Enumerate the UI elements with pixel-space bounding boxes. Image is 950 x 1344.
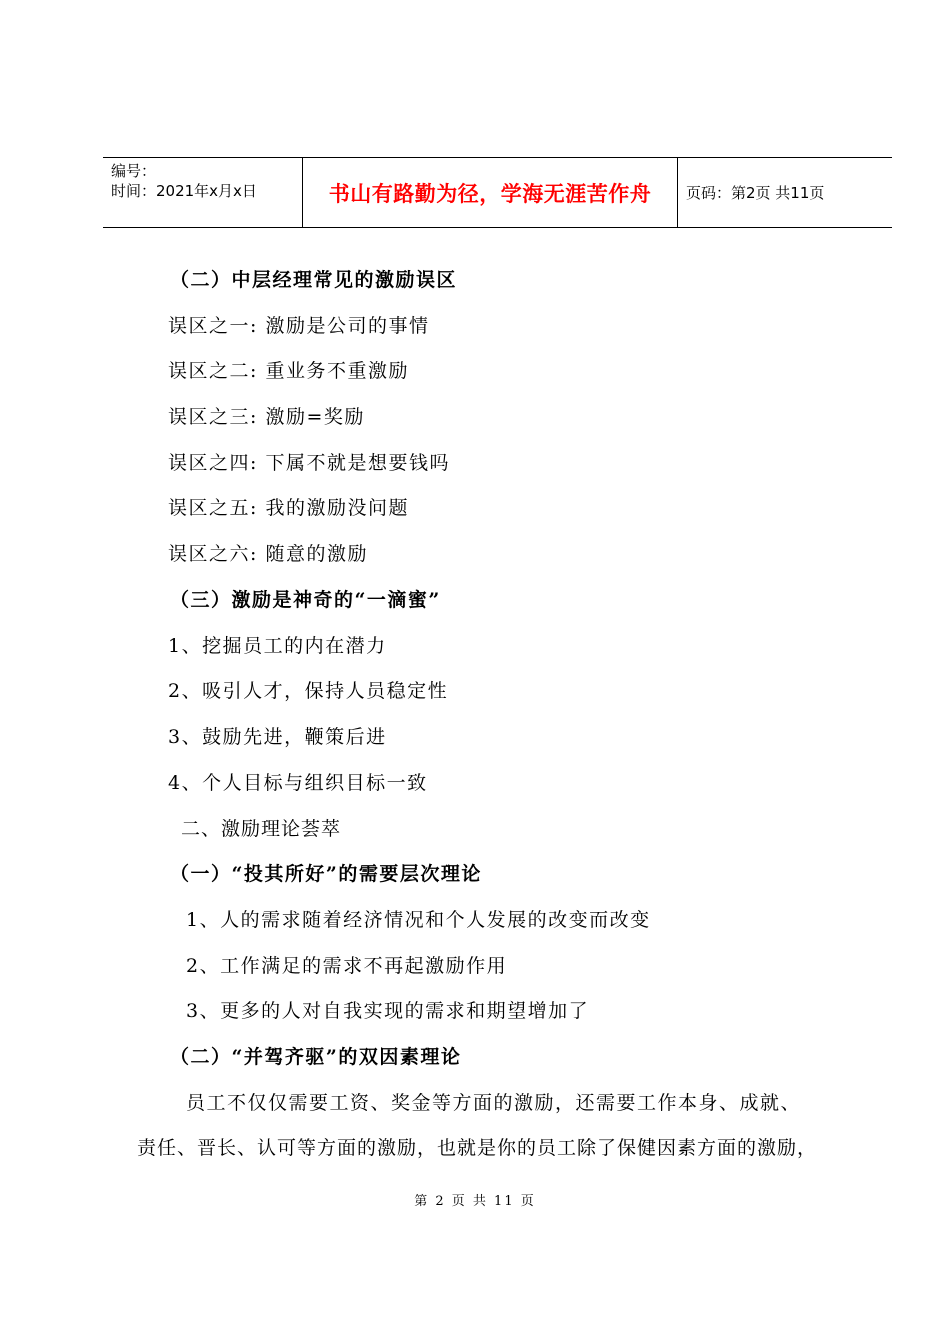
part-heading-theories: 二、激励理论荟萃 [181,818,342,840]
theory-point: 2、工作满足的需求不再起激励作用 [186,955,508,977]
header-meta [103,158,303,227]
myth-item: 误区之一: 激励是公司的事情 [168,315,430,337]
section-heading-myths: （二）中层经理常见的激励误区 [170,269,458,291]
header-motto: 书山有路勤为径，学海无涯苦作舟 [303,158,678,227]
theory-point: 1、人的需求随着经济情况和个人发展的改变而改变 [186,909,651,931]
paragraph-line: 责任、晋长、认可等方面的激励，也就是你的员工除了保健因素方面的激励， [137,1137,818,1159]
benefit-item: 1、挖掘员工的内在潜力 [168,635,387,657]
myth-item: 误区之四: 下属不就是想要钱吗 [168,452,450,474]
document-header [103,157,892,228]
paragraph-line: 员工不仅仅需要工资、奖金等方面的激励，还需要工作本身、成就、 [186,1092,802,1114]
page-footer: 第 2 页 共 11 页 [414,1194,536,1209]
theory-point: 3、更多的人对自我实现的需求和期望增加了 [186,1000,590,1022]
serial-number-label: 编号： [111,162,157,180]
theory-heading-needs: （一）“投其所好”的需要层次理论 [170,863,482,885]
theory-heading-two-factor: （二）“并驾齐驱”的双因素理论 [170,1046,462,1068]
myth-item: 误区之二: 重业务不重激励 [168,360,409,382]
myth-item: 误区之五: 我的激励没问题 [168,497,409,519]
benefit-item: 3、鼓励先进，鞭策后进 [168,726,387,748]
section-heading-honey: （三）激励是神奇的“一滴蜜” [170,589,441,611]
benefit-item: 4、个人目标与组织目标一致 [168,772,428,794]
myth-item: 误区之六: 随意的激励 [168,543,368,565]
benefit-item: 2、吸引人才，保持人员稳定性 [168,680,449,702]
myth-item: 误区之三: 激励=奖励 [168,406,365,428]
header-page-info: 页码：第2页 共11页 [686,184,825,202]
date-label: 时间：2021年x月x日 [111,182,257,200]
